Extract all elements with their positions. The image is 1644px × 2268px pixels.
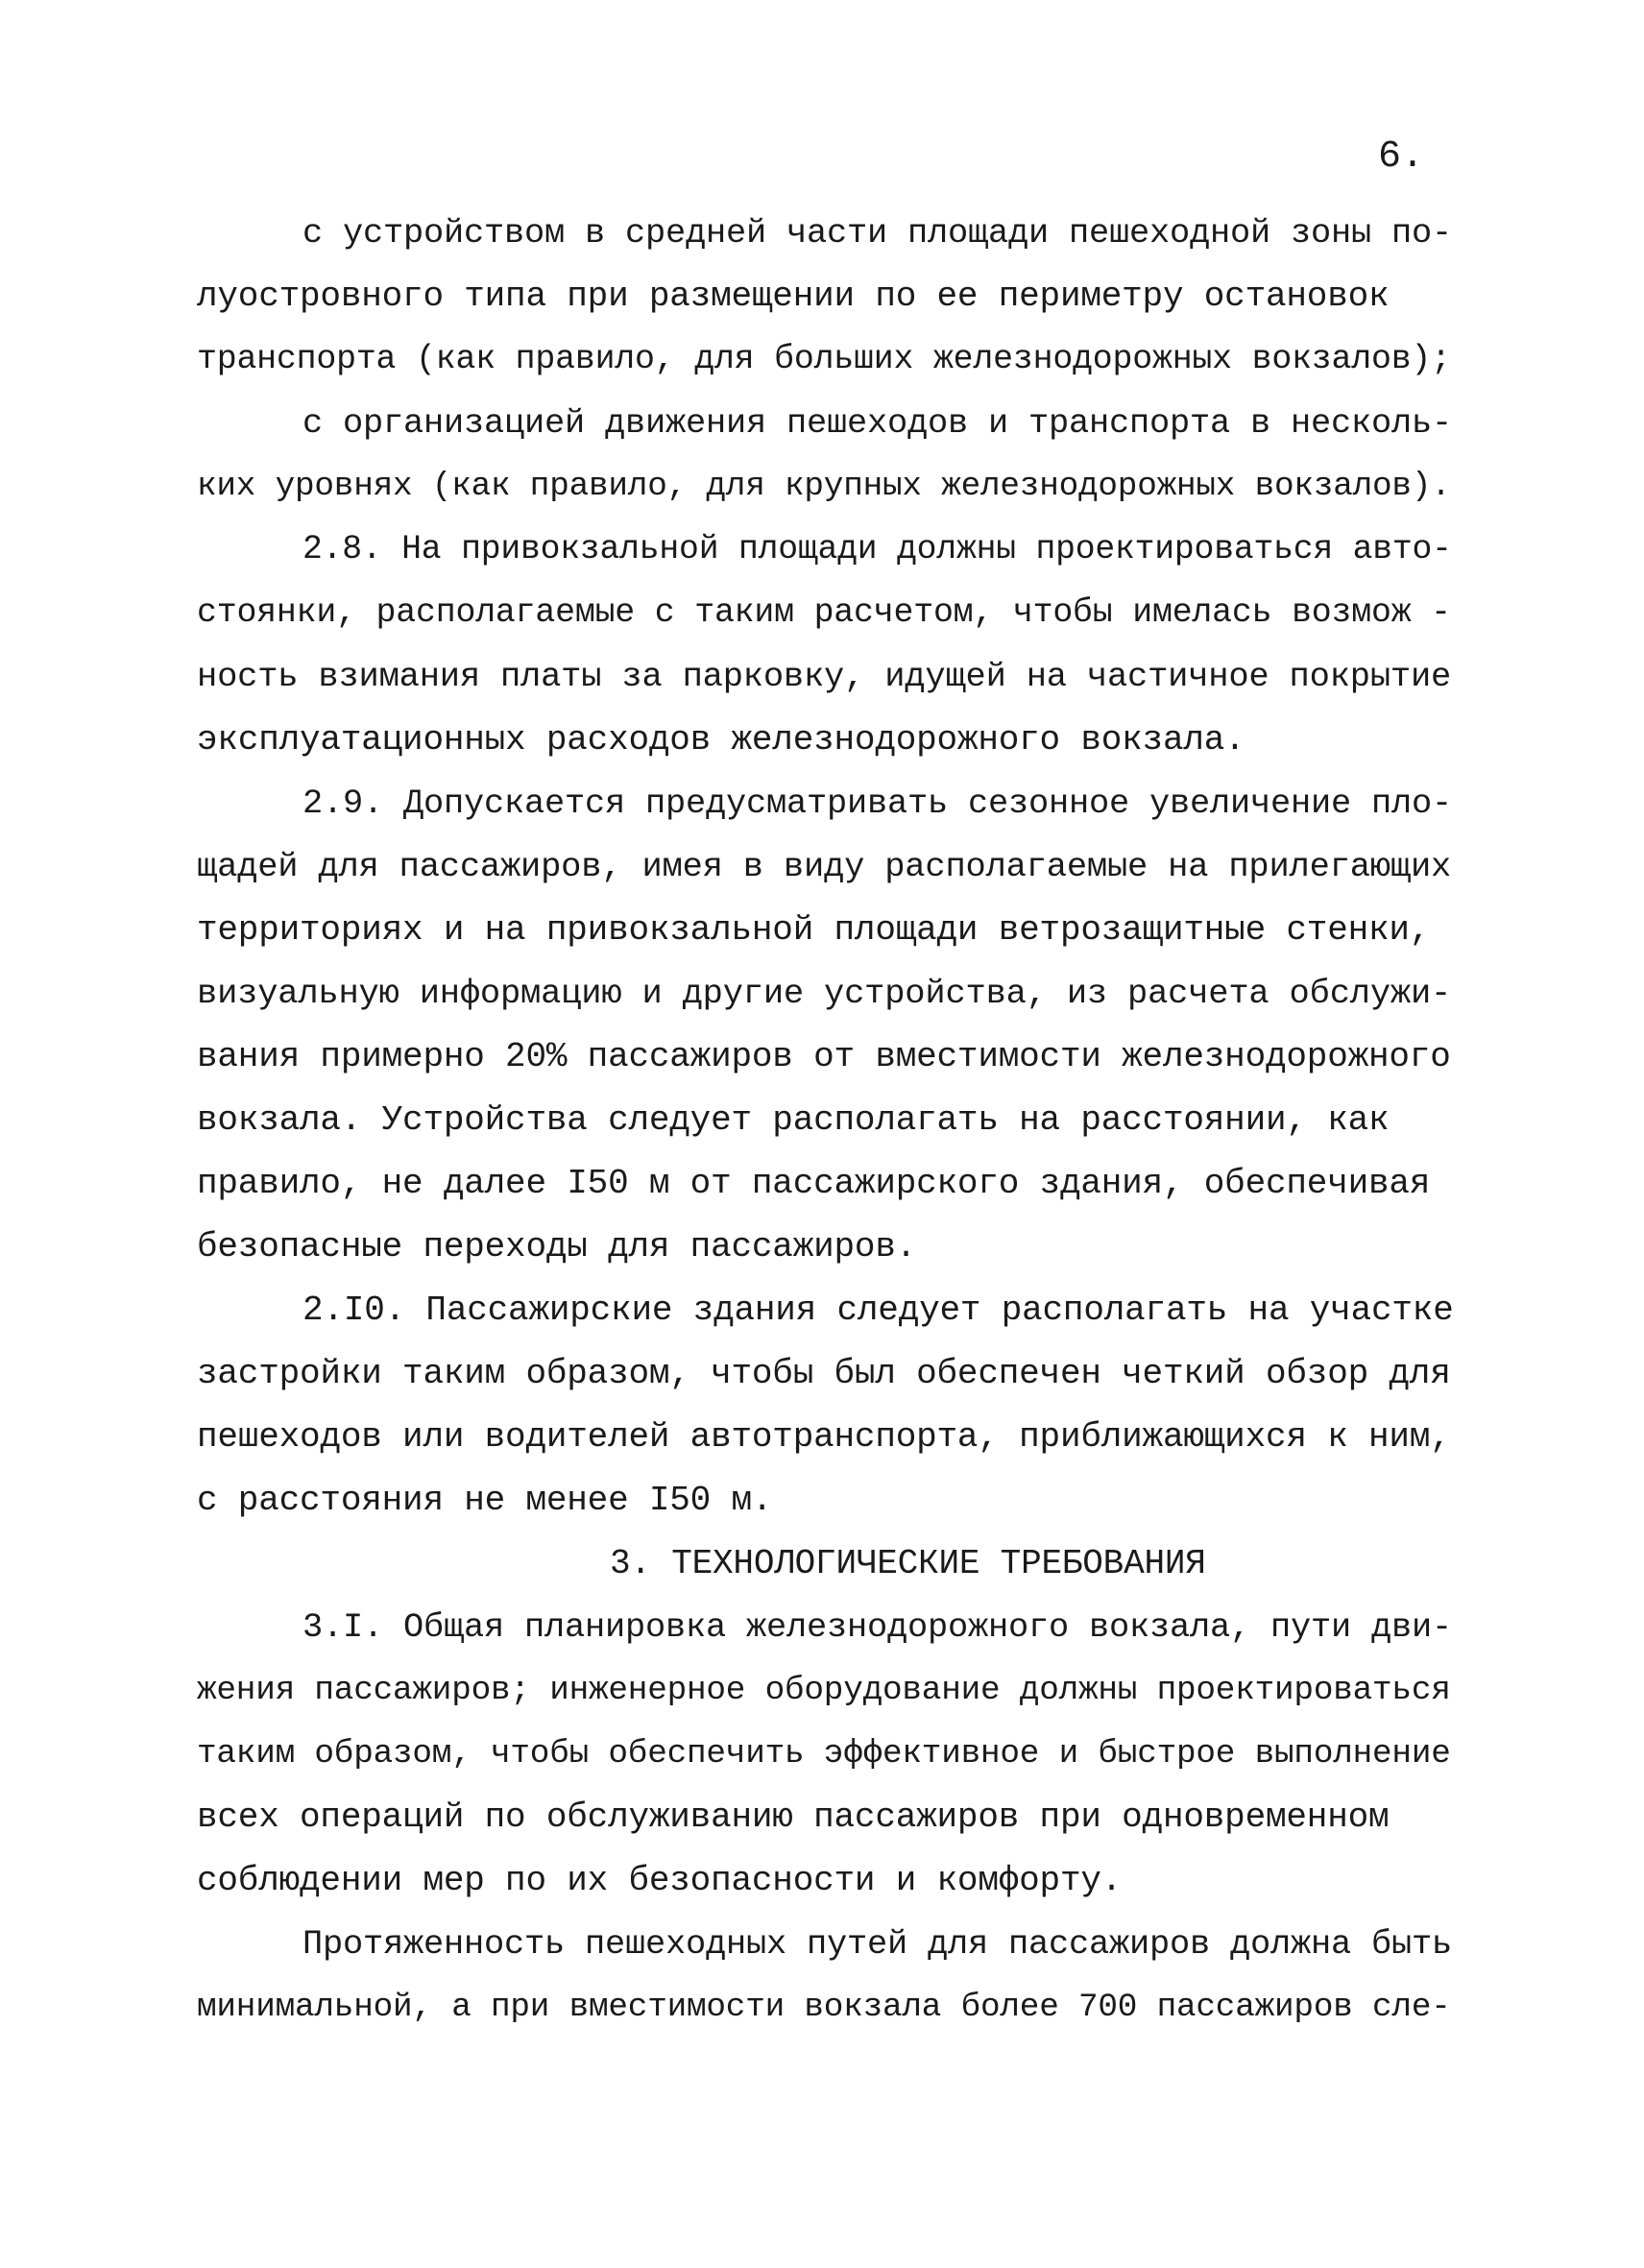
text-line: 3.I. Общая планировка железнодорожного вокзала, пути дви- [302, 1608, 1453, 1647]
text-line: соблюдении мер по их безопасности и комфорту. [197, 1861, 1123, 1900]
text-line: Протяженность пешеходных путей для пассажиров должна быть [302, 1925, 1453, 1964]
text-line: визуальную информацию и другие устройства, из расчета обслужи- [197, 974, 1452, 1013]
text-line: 2.9. Допускается предусматривать сезонное увеличение пло- [302, 784, 1453, 823]
section-heading: 3. ТЕХНОЛОГИЧЕСКИЕ ТРЕБОВАНИЯ [610, 1544, 1206, 1583]
text-line: с расстояния не менее I50 м. [197, 1481, 773, 1520]
text-line: жения пассажиров; инженерное оборудование должны проектироваться [197, 1672, 1451, 1709]
text-line: 2.I0. Пассажирские здания следует располагать на участке [302, 1291, 1454, 1330]
text-line: всех операций по обслуживанию пассажиров при одновременном [197, 1798, 1390, 1837]
text-line: вокзала. Устройства следует располагать на расстоянии, как [197, 1100, 1390, 1140]
text-line: пешеходов или водителей автотранспорта, приближающихся к ним, [197, 1417, 1451, 1457]
text-line: застройки таким образом, чтобы был обеспечен четкий обзор для [197, 1354, 1451, 1393]
text-line: щадей для пассажиров, имея в виду располагаемые на прилегающих [197, 847, 1452, 886]
text-line: луостровного типа при размещении по ее периметру остановок [197, 277, 1390, 316]
text-line: с организацией движения пешеходов и транспорта в несколь- [302, 404, 1453, 443]
text-line: минимальной, а при вместимости вокзала более 700 пассажиров сле- [197, 1989, 1451, 2026]
text-line: с устройством в средней части площади пешеходной зоны по- [302, 214, 1453, 253]
text-line: ность взимания платы за парковку, идущей на частичное покрытие [197, 657, 1452, 696]
text-line: вания примерно 20% пассажиров от вместимости железнодорожного [197, 1037, 1451, 1076]
text-line: ких уровнях (как правило, для крупных железнодорожных вокзалов). [197, 468, 1451, 505]
page-number: 6. [1378, 135, 1425, 179]
text-line: стоянки, располагаемые с таким расчетом, чтобы имелась возмож - [197, 594, 1451, 632]
text-line: транспорта (как правило, для больших железнодорожных вокзалов); [197, 341, 1451, 378]
text-line: эксплуатационных расходов железнодорожного вокзала. [197, 720, 1245, 760]
text-line: таким образом, чтобы обеспечить эффективное и быстрое выполнение [197, 1735, 1451, 1773]
text-line: 2.8. На привокзальной площади должны проектироваться авто- [302, 531, 1452, 568]
text-line: безопасные переходы для пассажиров. [197, 1227, 917, 1267]
text-line: территориях и на привокзальной площади ветрозащитные стенки, [197, 910, 1431, 950]
text-line: правило, не далее I50 м от пассажирского здания, обеспечивая [197, 1164, 1431, 1203]
body-text [197, 202, 1464, 2039]
